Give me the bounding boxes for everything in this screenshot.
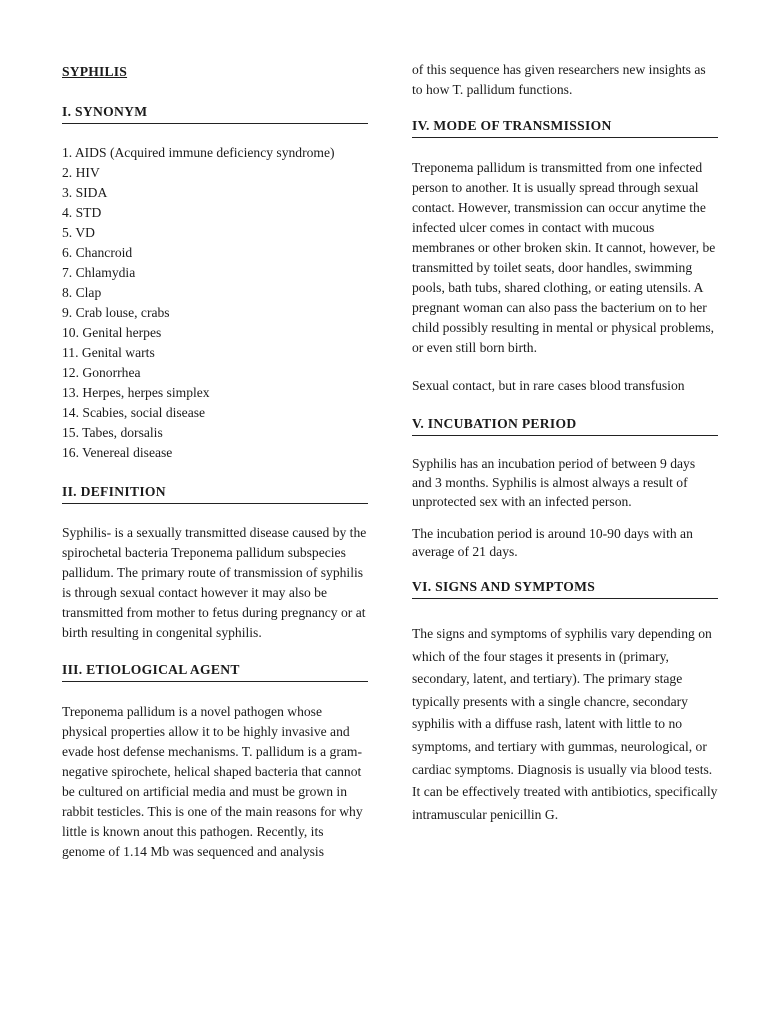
etiological-agent-text: Treponema pallidum is a novel pathogen whose physical properties allow it to be highly invasive and evade host defense mechanisms. T. pallidum is a gram-negative spirochete, helical shaped bacteria that cannot be cultured on artificial media and must be grown in rabbit testicles. This is one of the main reasons for why little is known anout this pathogen. Recently, its genome of 1.14 Mb was sequenced and analysis [62,704,363,859]
section-heading-definition: II. DEFINITION [62,482,368,504]
synonym-list [62,143,368,463]
section-heading-signs-and-symptoms: VI. SIGNS AND SYMPTOMS [412,577,718,599]
signs-and-symptoms-text: The signs and symptoms of syphilis vary depending on which of the four stages it presents in (primary, secondary, latent, and tertiary). The primary stage typically presents with a single chancre, secondary syphilis with a diffuse rash, latent with little to no symptoms, and tertiary with gummas, neurological, or cardiac symptoms. Diagnosis is usually via blood tests. It can be effectively treated with antibiotics, specifically intramuscular penicillin G. [412,626,718,822]
synonym-list-item: 1. AIDS (Acquired immune deficiency syndrome) [62,145,335,160]
synonym-list-item: 16. Venereal disease [62,445,173,460]
synonym-list-item: 15. Tabes, dorsalis [62,425,163,440]
incubation-period-text-2: The incubation period is around 10-90 days with an average of 21 days. [412,526,693,559]
synonym-list-item: 8. Clap [62,285,102,300]
section-heading-etiological-agent: III. ETIOLOGICAL AGENT [62,660,368,682]
section-heading-mode-of-transmission: IV. MODE OF TRANSMISSION [412,116,718,138]
synonym-list-item: 6. Chancroid [62,245,133,260]
synonym-list-item: 13. Herpes, herpes simplex [62,385,210,400]
mode-of-transmission-text: Treponema pallidum is transmitted from one infected person to another. It is usually spread through sexual contact. However, transmission can occur anytime the infected ulcer comes in contact with mucous membranes or other broken skin. It cannot, however, be transmitted by toilet seats, door handles, swimming pools, bath tubs, shared clothing, or eating utensils. A pregnant woman can also pass the bacterium on to her child possibly resulting in mental or physical problems, or even still born birth. [412,160,716,355]
synonym-list-item: 11. Genital warts [62,345,155,360]
incubation-period-text: Syphilis has an incubation period of between 9 days and 3 months. Syphilis is almost always a result of unprotected sex with an infected person. [412,456,696,509]
section-heading-synonym: I. SYNONYM [62,102,368,124]
synonym-list-item: 2. HIV [62,165,100,180]
definition-text: Syphilis- is a sexually transmitted disease caused by the spirochetal bacteria Treponema pallidum subspecies pallidum. The primary route of transmission of syphilis is through sexual contact however it may also be transmitted from mother to fetus during pregnancy or at birth resulting in congenital syphilis. [62,525,367,640]
synonym-list-item: 10. Genital herpes [62,325,162,340]
synonym-list-item: 12. Gonorrhea [62,365,141,380]
left-column [62,62,368,862]
right-column [412,62,718,826]
synonym-list-item: 9. Crab louse, crabs [62,305,170,320]
etiological-agent-text-continued: of this sequence has given researchers new insights as to how T. pallidum functions. [412,62,706,97]
mode-of-transmission-text-2: Sexual contact, but in rare cases blood transfusion [412,378,685,393]
section-heading-incubation-period: V. INCUBATION PERIOD [412,414,718,436]
document-title: SYPHILIS [62,64,128,79]
synonym-list-item: 7. Chlamydia [62,265,136,280]
synonym-list-item: 4. STD [62,205,102,220]
synonym-list-item: 14. Scabies, social disease [62,405,206,420]
synonym-list-item: 3. SIDA [62,185,108,200]
synonym-list-item: 5. VD [62,225,95,240]
